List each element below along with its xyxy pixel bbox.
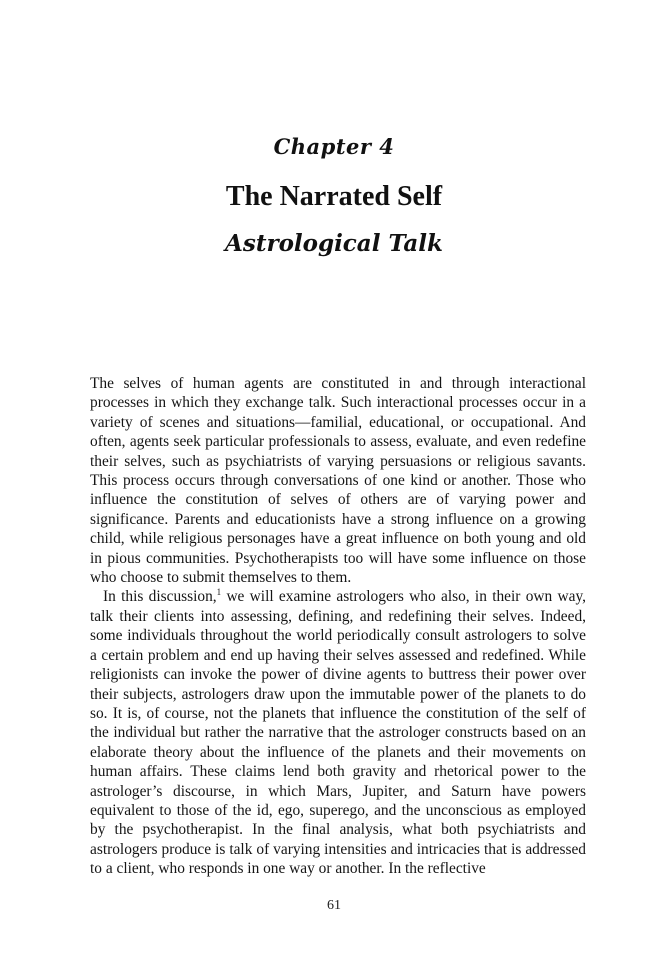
chapter-label: Chapter 4 [273, 134, 395, 159]
footnote-marker[interactable]: 1 [216, 587, 222, 598]
chapter-subtitle: Astrological Talk [225, 230, 443, 257]
chapter-title: The Narrated Self [225, 181, 443, 212]
paragraph-1: The selves of human agents are constituted in and through interactional processes in which they exchange talk. Such interactional processes occur in a variety of scenes and situations—familial, educational, or occupational. And often, agents seek particular professionals to assess, evaluate, and even redefine their selves, such as psychiatrists of varying persuasions or religious savants. This process occurs through conversations of one kind or another. Those who influence the constitution of selves of others are of varying power and significance. Parents and educationists have a strong influence on a growing child, while religious personages have a great influence on both young and old in pious communities. Psychotherapists too will have some influence on those who choose to submit themselves to them. [90, 375, 586, 587]
paragraph-2-rest: we will examine astrologers who also, in their own way, talk their clients into assessing, defining, and redefining their selves. Indeed, some individuals throughout the world periodically consult astrologers to solve a certain problem and end up having their selves assessed and redefined. While religionists can invoke the power of divine agents to buttress their power over their subjects, astrologers draw upon the immutable power of the planets to do so. It is, of course, not the planets that influence the constitution of the self of the individual but rather the narrative that the astrologer constructs based on an elaborate theory about the influence of the planets and their movements on human affairs. These claims lend both gravity and rhetorical power to the astrologer’s discourse, in which Mars, Jupiter, and Saturn have powers equivalent to those of the id, ego, superego, and the unconscious as employed by the psychotherapist. In the final analysis, what both psychiatrists and astrologers produce is talk of varying intensities and intricacies that is addressed to a client, who responds in one way or another. In the reflective [90, 588, 586, 878]
paragraph-2 [90, 587, 586, 878]
paragraph-2-lead: In this discussion, [103, 588, 217, 606]
page-number: 61 [327, 898, 341, 913]
body-text [90, 374, 586, 879]
